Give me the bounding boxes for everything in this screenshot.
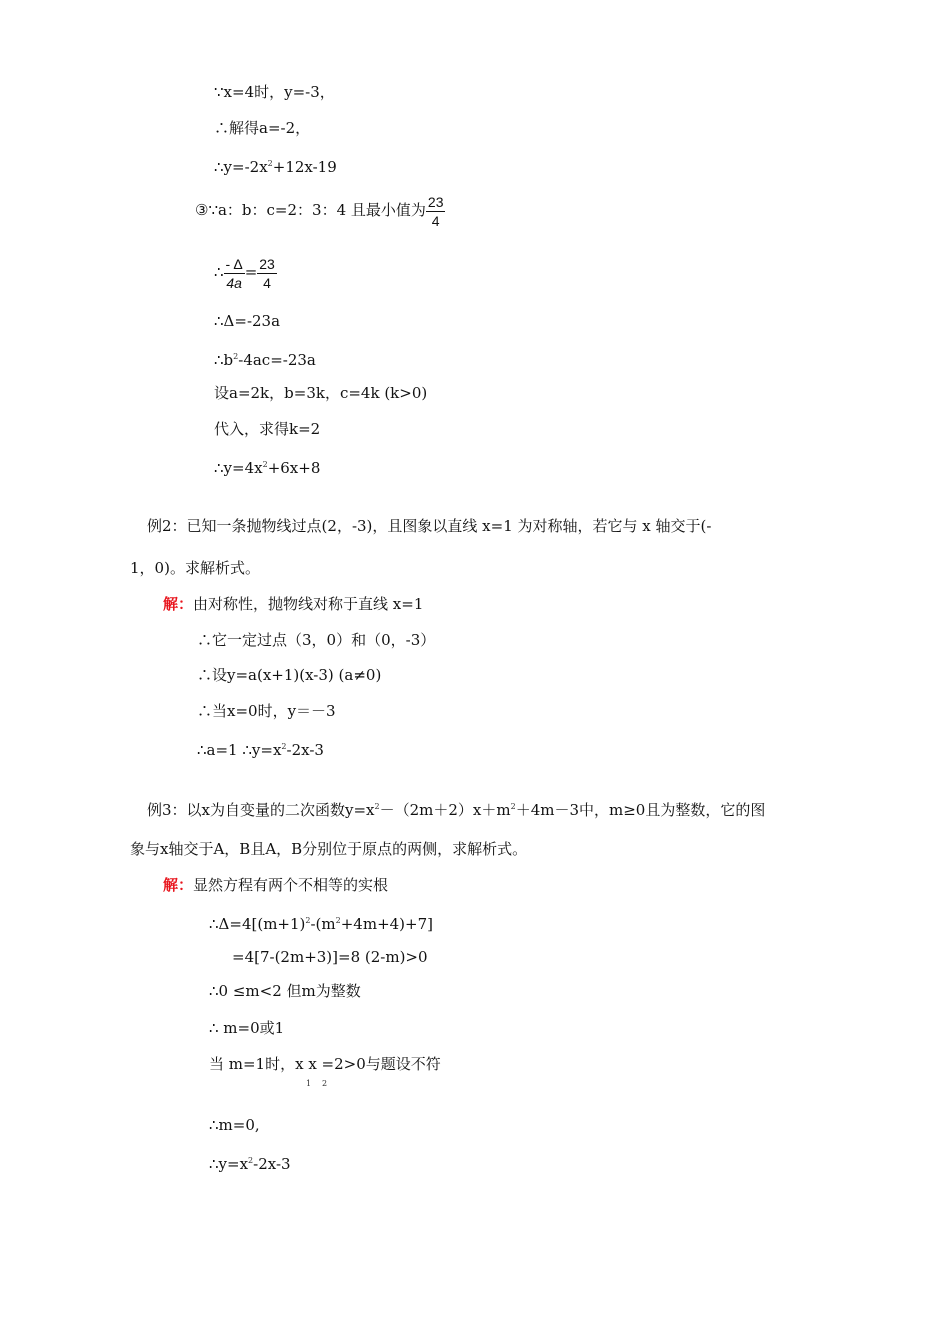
question-part: 例3：以x为自变量的二次函数y=x [147, 801, 375, 819]
example3-solution-result [209, 1151, 291, 1174]
fraction-23-4 [257, 255, 277, 292]
line-result-3 [214, 455, 320, 478]
equals-sign: = [244, 263, 258, 281]
fraction-denominator: 4a [226, 274, 242, 291]
line-discriminant [214, 347, 316, 370]
formula-part: -(m [310, 915, 336, 933]
superscript: 2 [305, 916, 311, 925]
solution-label: 解： [163, 876, 194, 894]
line-ratio-condition [195, 189, 445, 231]
formula-part: +6x+8 [267, 459, 321, 477]
superscript: 2 [374, 802, 380, 811]
solution-text: 显然方程有两个不相等的实根 [193, 876, 389, 894]
example3-solution-m-values: ∴ m=0或1 [209, 1019, 285, 1037]
line-substitute: 代入，求得k=2 [214, 420, 321, 438]
formula-part: ∴a=1 ∴y=x [197, 741, 282, 759]
example3-solution-check: 当 m=1时，x x =2>0与题设不符 [209, 1055, 441, 1073]
solution-text: 由对称性，抛物线对称于直线 x=1 [193, 595, 424, 613]
example3-solution-line1 [163, 875, 388, 895]
formula-part: +4m+4)+7] [340, 915, 433, 933]
example3-solution-m-zero: ∴m=0, [209, 1116, 260, 1134]
fraction-numerator: 23 [427, 193, 444, 210]
formula-part: -4ac=-23a [238, 351, 316, 369]
superscript: 2 [267, 159, 273, 168]
fraction-denominator: 4 [263, 274, 271, 291]
formula-part: -2x-3 [286, 741, 324, 759]
formula-part: ∴y=4x [214, 459, 263, 477]
question-part: －（2m＋2）x＋m [379, 801, 511, 819]
line-delta: ∴Δ=-23a [214, 312, 281, 330]
example2-solution-line1 [163, 594, 423, 614]
superscript: 2 [510, 802, 516, 811]
ratio-text: ③∵a：b：c=2：3：4 且最小值为 [195, 201, 426, 219]
fraction-numerator: - Δ [225, 255, 243, 272]
example3-solution-delta [209, 911, 433, 934]
formula-part: -2x-3 [253, 1155, 291, 1173]
formula-part: ∴y=x [209, 1155, 249, 1173]
example2-solution-line2: ∴它一定过点（3，0）和（0，-3） [197, 631, 436, 649]
line-result-1 [214, 154, 337, 177]
line-set-k: 设a=2k，b=3k，c=4k (k>0) [214, 384, 428, 402]
fraction-denominator: 4 [431, 212, 440, 229]
fraction-23-4 [426, 193, 446, 230]
example2-solution-line5 [197, 737, 324, 760]
superscript: 2 [281, 742, 287, 751]
example2-solution-line3: ∴设y=a(x+1)(x-3) (a≠0) [197, 666, 382, 684]
fraction-numerator: 23 [259, 255, 275, 272]
superscript: 2 [335, 916, 341, 925]
fraction-delta-4a [224, 255, 245, 292]
formula-part: ∴Δ=4[(m+1) [209, 915, 306, 933]
solution-label: 解： [163, 595, 194, 613]
line-solve-a: ∴解得a=-2， [214, 119, 311, 137]
formula-part: ∴b [214, 351, 234, 369]
example3-solution-delta-simplified: =4[7-(2m+3)]=8 (2-m)>0 [232, 948, 428, 966]
example2-question-line1: 例2：已知一条抛物线过点(2，-3)，且图象以直线 x=1 为对称轴，若它与 x 轴交于(- [147, 517, 712, 535]
formula-part: +12x-19 [272, 158, 337, 176]
example2-question-line2: 1，0)。求解析式。 [130, 559, 260, 577]
example3-question-line1 [147, 797, 765, 820]
formula-part: ∴y=-2x [214, 158, 268, 176]
line-condition: ∵x=4时，y=-3， [214, 83, 335, 101]
superscript: 2 [233, 352, 239, 361]
example3-solution-m-range: ∴0 ≤m<2 但m为整数 [209, 982, 361, 1000]
superscript: 2 [248, 1156, 254, 1165]
example3-question-line2: 象与x轴交于A，B且A，B分别位于原点的两侧，求解析式。 [130, 840, 528, 858]
subscript-1: 1 [306, 1079, 312, 1088]
therefore-symbol: ∴ [214, 263, 224, 281]
line-min-value-equation [214, 251, 277, 293]
subscript-2: 2 [322, 1079, 328, 1088]
question-part: ＋4m－3中，m≥0且为整数，它的图 [515, 801, 766, 819]
superscript: 2 [262, 460, 268, 469]
example2-solution-line4: ∴当x=0时，y＝－3 [197, 702, 336, 720]
